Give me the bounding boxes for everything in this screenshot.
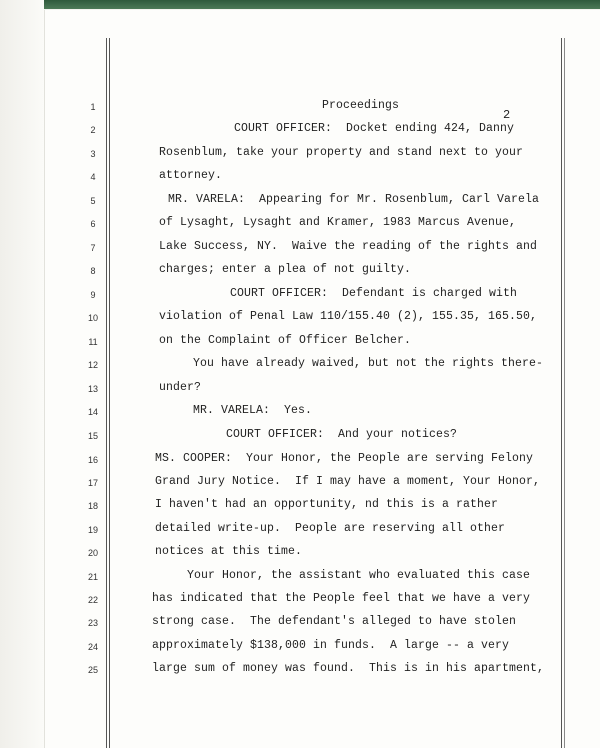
line-number: 6 (90, 219, 96, 229)
transcript-line: strong case. The defendant's alleged to have stolen (152, 615, 517, 628)
right-margin-rule-outer (564, 38, 565, 748)
transcript-line: COURT OFFICER: Defendant is charged with (230, 287, 518, 300)
transcript-line: attorney. (159, 169, 223, 182)
line-number: 16 (87, 455, 98, 465)
transcript-line: Your Honor, the assistant who evaluated this case (187, 569, 531, 582)
transcript-line: MR. VARELA: Appearing for Mr. Rosenblum, Carl Varela (168, 193, 540, 206)
transcript-line: on the Complaint of Officer Belcher. (159, 334, 412, 347)
line-number: 12 (87, 360, 98, 370)
line-number: 13 (87, 384, 98, 394)
line-number: 15 (87, 431, 98, 441)
line-number: 7 (90, 243, 96, 253)
line-number: 14 (87, 407, 98, 417)
line-number: 2 (90, 125, 96, 135)
line-number: 1 (90, 102, 96, 112)
transcript-line: COURT OFFICER: Docket ending 424, Danny (234, 122, 515, 135)
transcript-line: charges; enter a plea of not guilty. (159, 263, 412, 276)
line-number: 19 (87, 525, 98, 535)
line-number: 18 (87, 501, 98, 511)
transcript-line: Rosenblum, take your property and stand next to your (159, 146, 524, 159)
line-number: 22 (87, 595, 98, 605)
transcript-line: You have already waived, but not the rights there- (193, 357, 544, 370)
scanner-edge (30, 0, 600, 9)
line-number: 4 (90, 172, 96, 182)
line-number: 17 (87, 478, 98, 488)
transcript-line: under? (159, 381, 202, 394)
right-margin-rule (561, 38, 562, 748)
transcript-line: Lake Success, NY. Waive the reading of the rights and (159, 240, 538, 253)
line-number: 8 (90, 266, 96, 276)
transcript-line: Grand Jury Notice. If I may have a moment, Your Honor, (155, 475, 541, 488)
left-margin-rule-inner (109, 38, 110, 748)
scan-margin (0, 0, 44, 748)
page-number: 2 (503, 108, 511, 122)
line-number: 9 (90, 290, 96, 300)
transcript-line: large sum of money was found. This is in his apartment, (152, 662, 545, 675)
transcript-line: of Lysaght, Lysaght and Kramer, 1983 Marcus Avenue, (159, 216, 517, 229)
transcript-page (44, 10, 600, 748)
transcript-line: notices at this time. (155, 545, 303, 558)
transcript-line: COURT OFFICER: And your notices? (226, 428, 458, 441)
line-number: 24 (87, 642, 98, 652)
line-number: 21 (87, 572, 98, 582)
transcript-line: Proceedings (322, 99, 400, 112)
line-number: 11 (88, 337, 98, 347)
line-number: 3 (90, 149, 96, 159)
transcript-line: approximately $138,000 in funds. A large -- a very (152, 639, 510, 652)
transcript-line: detailed write-up. People are reserving all other (155, 522, 506, 535)
line-number: 20 (87, 548, 98, 558)
line-number: 25 (87, 665, 98, 675)
line-number: 23 (87, 618, 98, 628)
transcript-line: violation of Penal Law 110/155.40 (2), 155.35, 165.50, (159, 310, 538, 323)
transcript-line: MS. COOPER: Your Honor, the People are serving Felony (155, 452, 534, 465)
transcript-line: I haven't had an opportunity, nd this is a rather (155, 498, 499, 511)
line-number: 10 (87, 313, 98, 323)
line-number: 5 (90, 196, 96, 206)
transcript-line: has indicated that the People feel that we have a very (152, 592, 531, 605)
transcript-line: MR. VARELA: Yes. (193, 404, 313, 417)
